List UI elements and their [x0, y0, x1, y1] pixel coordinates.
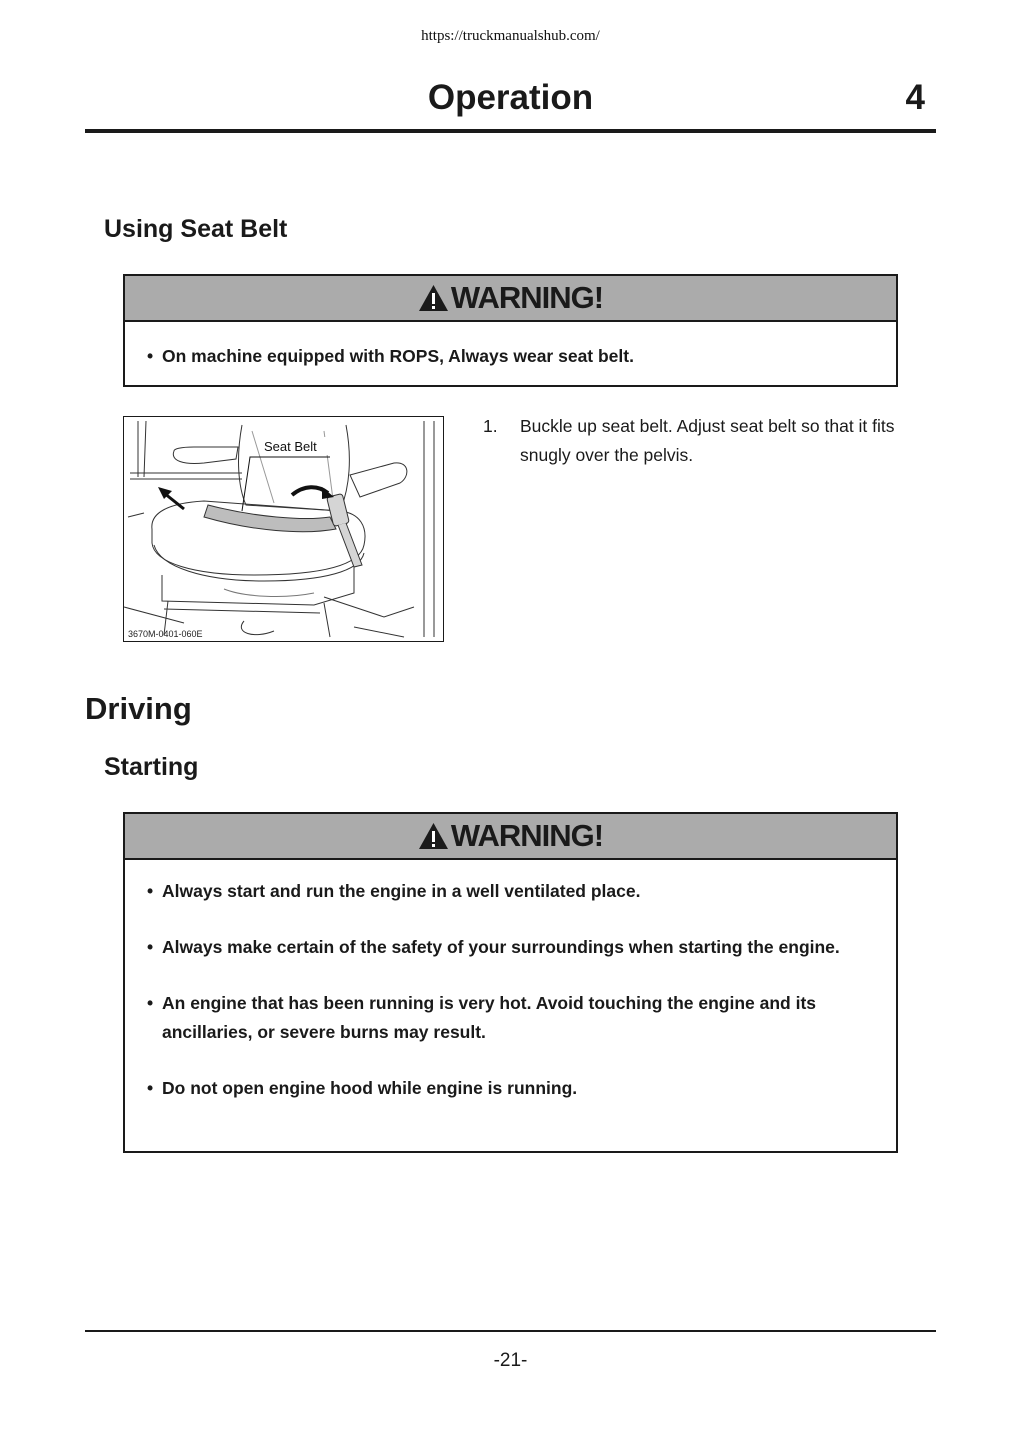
header-rule — [85, 129, 936, 133]
instruction-step — [483, 412, 903, 470]
source-url: https://truckmanualshub.com/ — [421, 28, 600, 44]
warning-item: • An engine that has been running is very hot. Avoid touching the engine and its ancillaries, or severe burns may result. — [147, 993, 817, 1042]
warning-item-text: Do not open engine hood while engine is running. — [162, 1078, 578, 1098]
warning-title: WARNING! — [450, 818, 604, 853]
warning-triangle-icon — [418, 284, 449, 312]
warning-title: WARNING! — [450, 280, 604, 315]
seat-belt-illustration — [124, 417, 443, 641]
section-heading-seat-belt: Using Seat Belt — [104, 215, 288, 243]
warning-header — [125, 814, 896, 860]
seat-belt-figure — [123, 416, 444, 642]
step-text: Buckle up seat belt. Adjust seat belt so that it fits snugly over the pelvis. — [520, 416, 895, 465]
subsection-heading-starting: Starting — [104, 753, 199, 781]
warning-header — [125, 276, 896, 322]
page-number: -21- — [493, 1350, 528, 1371]
seat-belt-callout: Seat Belt — [264, 439, 317, 454]
warning-item: • Always start and run the engine in a well ventilated place. — [147, 881, 641, 901]
warning-box-seat-belt — [123, 274, 898, 387]
warning-item-text: On machine equipped with ROPS, Always wear seat belt. — [162, 346, 634, 366]
warning-box-starting — [123, 812, 898, 1153]
footer-rule — [85, 1330, 936, 1332]
figure-code: 3670M-0401-060E — [128, 629, 203, 639]
chapter-number: 4 — [905, 78, 925, 117]
step-number: 1. — [483, 416, 498, 436]
warning-item: • Do not open engine hood while engine is running. — [147, 1078, 578, 1098]
warning-item: • On machine equipped with ROPS, Always wear seat belt. — [147, 346, 634, 366]
warning-item-text: Always start and run the engine in a well ventilated place. — [162, 881, 641, 901]
warning-item: • Always make certain of the safety of your surroundings when starting the engine. — [147, 937, 840, 957]
warning-triangle-icon — [418, 822, 449, 850]
section-heading-driving: Driving — [85, 691, 192, 726]
warning-item-text: Always make certain of the safety of your surroundings when starting the engine. — [162, 937, 840, 957]
warning-item-text: An engine that has been running is very hot. Avoid touching the engine and its ancillaries, or severe burns may result. — [162, 993, 817, 1042]
chapter-title: Operation — [427, 78, 594, 117]
